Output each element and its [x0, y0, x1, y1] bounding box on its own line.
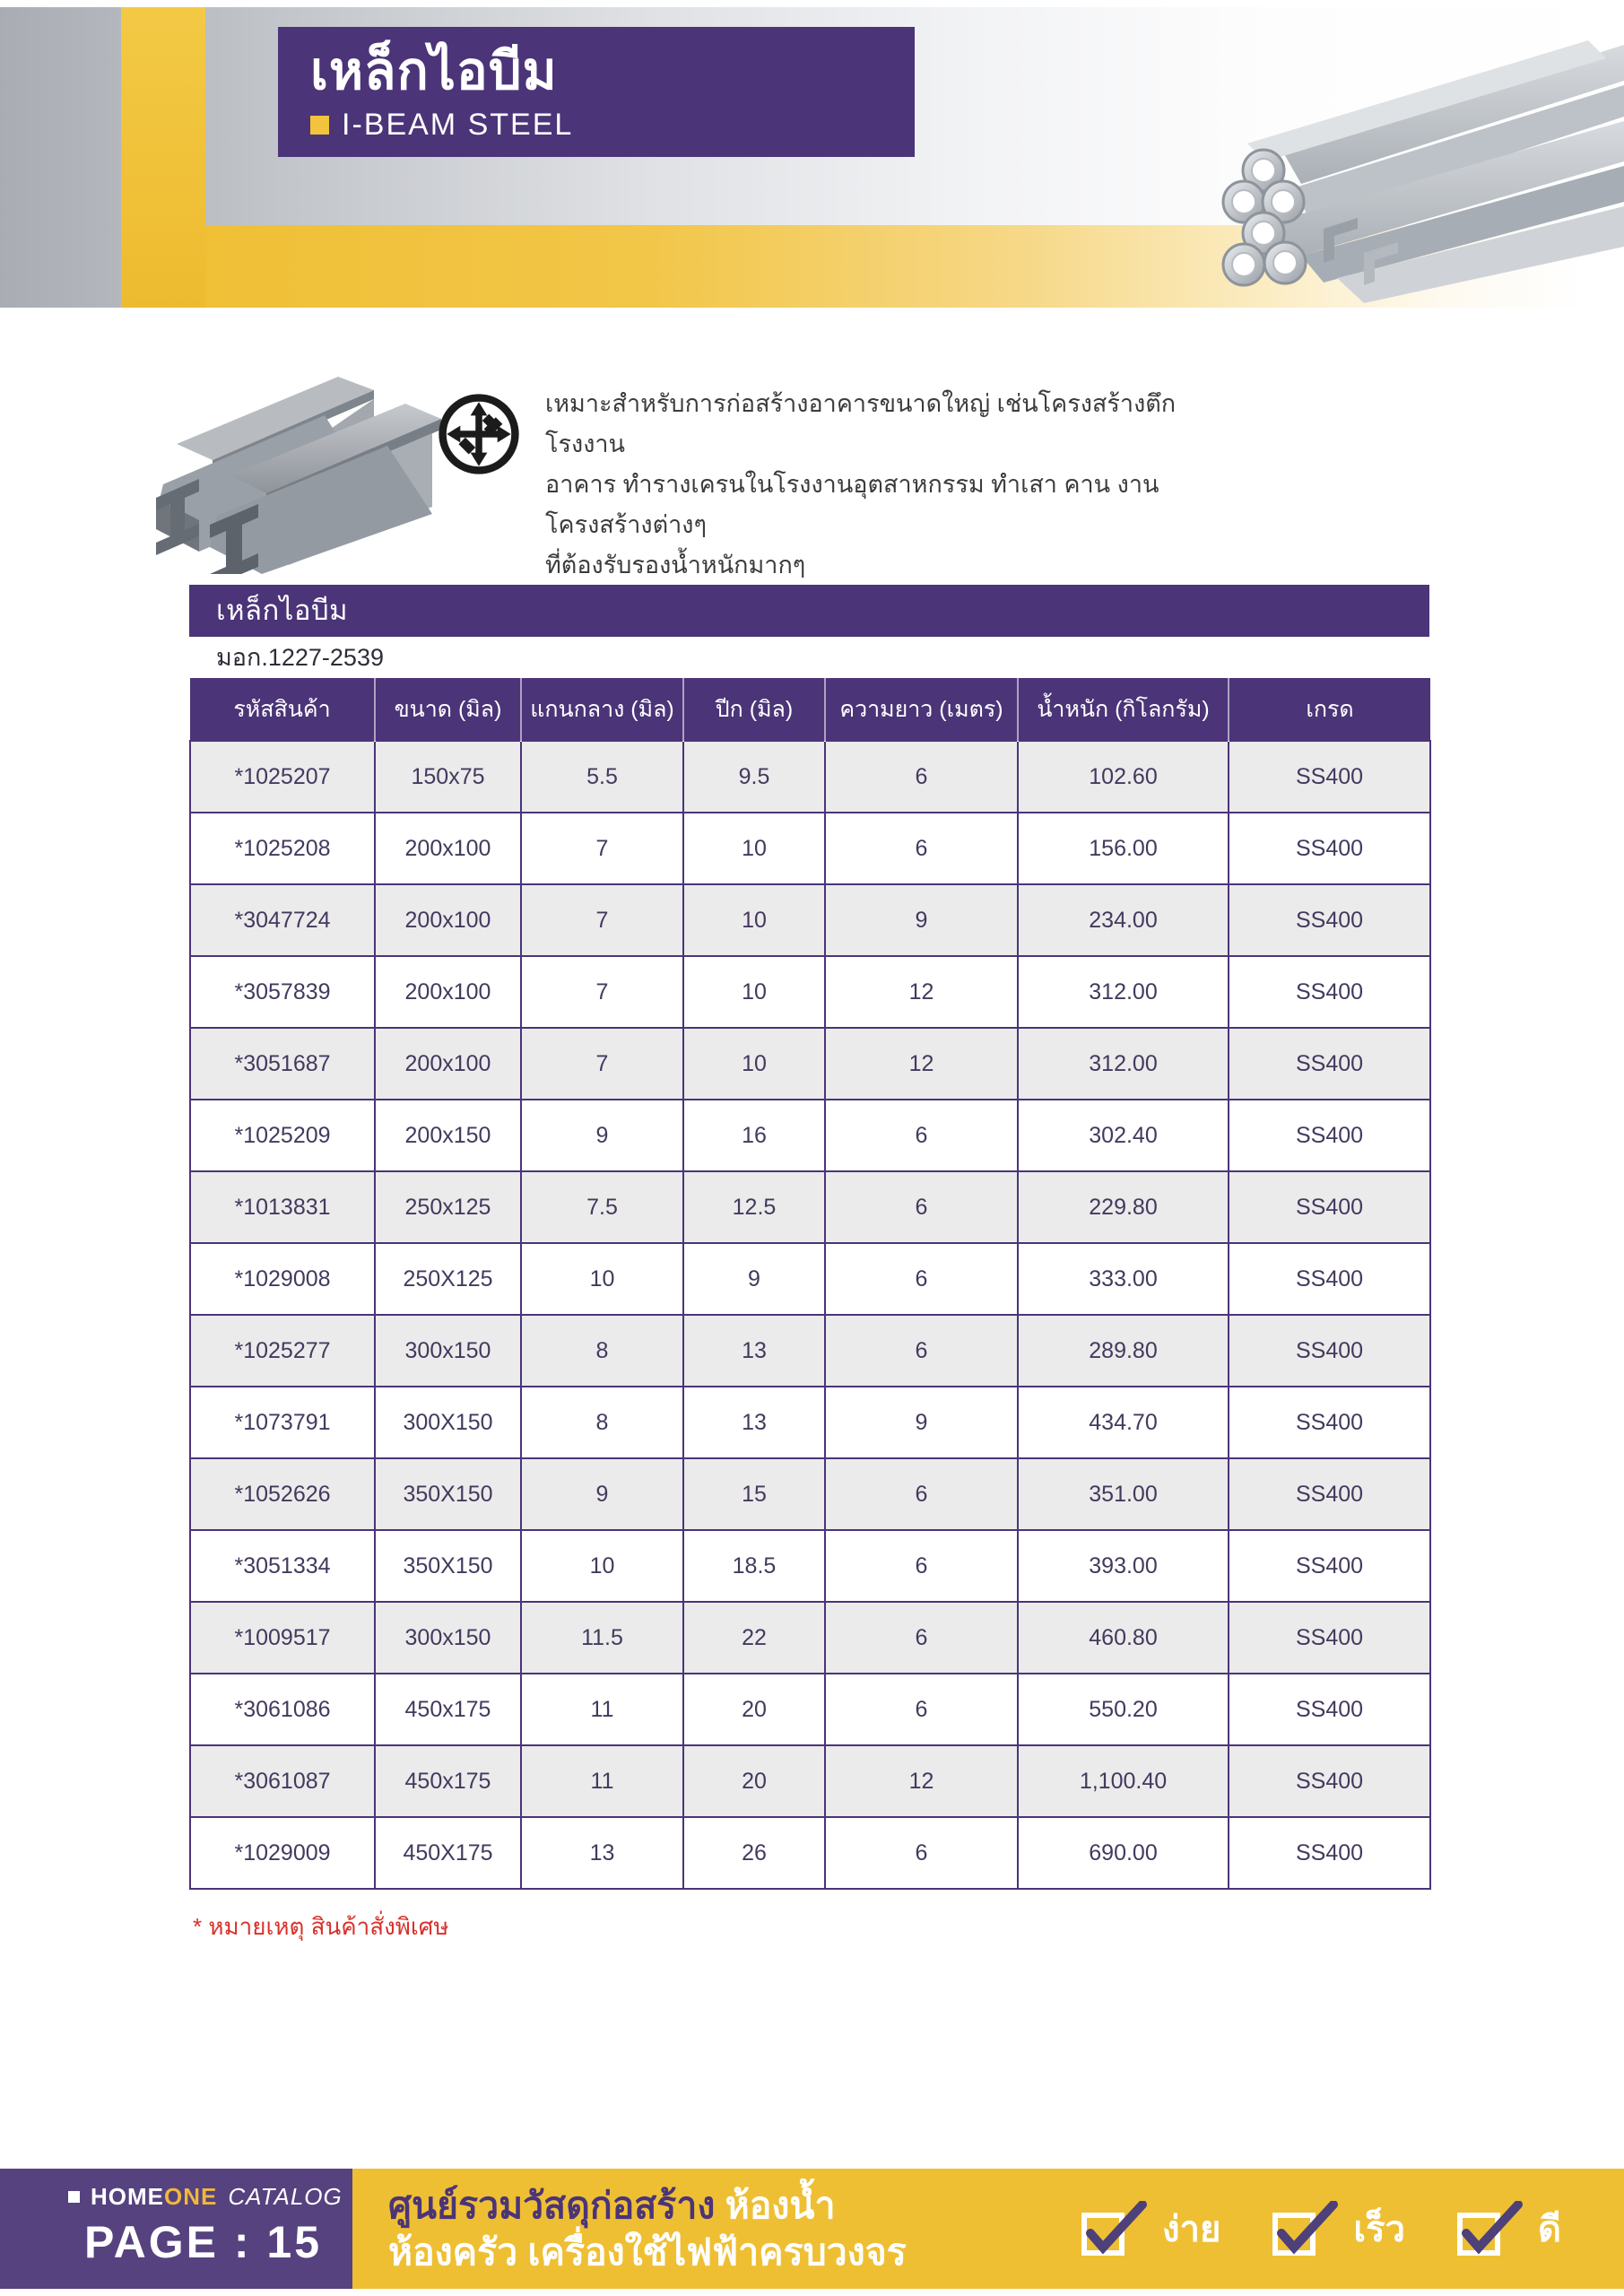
- table-cell: 13: [683, 1315, 825, 1387]
- tis-standard-icon: [437, 392, 521, 476]
- brand-one: ONE: [164, 2183, 218, 2210]
- table-cell: SS400: [1229, 884, 1430, 956]
- title-bullet-icon: [310, 116, 329, 135]
- table-cell: *1029008: [190, 1243, 375, 1315]
- brand-home: HOME: [91, 2183, 164, 2210]
- table-title: เหล็กไอบีม: [189, 585, 1429, 637]
- column-header: เกรด: [1229, 678, 1430, 741]
- table-cell: SS400: [1229, 1817, 1430, 1889]
- table-cell: SS400: [1229, 1458, 1430, 1530]
- brand-bullet-icon: [68, 2191, 80, 2203]
- header-left-accent-strip: [121, 7, 205, 308]
- badge-label: ง่าย: [1161, 2210, 1221, 2249]
- table-row: [190, 813, 1430, 884]
- page-number: PAGE : 15: [84, 2217, 323, 2267]
- table-cell: 11.5: [521, 1602, 683, 1674]
- table-cell: 6: [825, 741, 1018, 813]
- spec-table: [189, 678, 1431, 1890]
- table-cell: 12.5: [683, 1171, 825, 1243]
- table-cell: 12: [825, 956, 1018, 1028]
- table-cell: 229.80: [1018, 1171, 1229, 1243]
- table-cell: 10: [683, 1028, 825, 1100]
- table-cell: 9: [825, 1387, 1018, 1458]
- table-cell: *3057839: [190, 956, 375, 1028]
- badge-easy: [1081, 2200, 1220, 2257]
- table-cell: 156.00: [1018, 813, 1229, 884]
- brand-catalog: CATALOG: [228, 2183, 343, 2210]
- table-cell: 200x100: [375, 884, 521, 956]
- table-cell: 350X150: [375, 1530, 521, 1602]
- table-cell: 10: [683, 813, 825, 884]
- table-cell: 9: [683, 1243, 825, 1315]
- table-row: [190, 1028, 1430, 1100]
- table-cell: 13: [521, 1817, 683, 1889]
- page-title: เหล็กไอบีม: [310, 42, 558, 100]
- table-cell: 250X125: [375, 1243, 521, 1315]
- table-cell: 300X150: [375, 1387, 521, 1458]
- description-line: เหมาะสำหรับการก่อสร้างอาคารขนาดใหญ่ เช่นโครงสร้างตึก โรงงาน: [545, 390, 1177, 457]
- table-cell: 7: [521, 956, 683, 1028]
- table-cell: 450x175: [375, 1745, 521, 1817]
- table-cell: SS400: [1229, 1028, 1430, 1100]
- header-banner: [0, 7, 1624, 308]
- badge-label: ดี: [1538, 2210, 1561, 2249]
- brand-line: [68, 2183, 352, 2211]
- table-cell: *1025207: [190, 741, 375, 813]
- table-cell: 234.00: [1018, 884, 1229, 956]
- table-cell: 6: [825, 1100, 1018, 1171]
- table-cell: 150x75: [375, 741, 521, 813]
- table-cell: 9: [825, 884, 1018, 956]
- footnote: * หมายเหตุ สินค้าสั่งพิเศษ: [193, 1913, 449, 1940]
- table-cell: 11: [521, 1674, 683, 1745]
- table-row: [190, 1745, 1430, 1817]
- table-cell: 200x100: [375, 813, 521, 884]
- table-cell: *3061087: [190, 1745, 375, 1817]
- column-header: แกนกลาง (มิล): [521, 678, 683, 741]
- checkbox-check-icon: [1081, 2201, 1148, 2257]
- badge-label: เร็ว: [1353, 2210, 1406, 2249]
- table-row: [190, 884, 1430, 956]
- table-cell: SS400: [1229, 1530, 1430, 1602]
- table-cell: *1029009: [190, 1817, 375, 1889]
- footer-tagline: [388, 2182, 907, 2275]
- product-description: [545, 384, 1227, 586]
- table-cell: SS400: [1229, 813, 1430, 884]
- table-row: [190, 1387, 1430, 1458]
- table-header-row: [190, 678, 1430, 741]
- column-header: ขนาด (มิล): [375, 678, 521, 741]
- table-cell: SS400: [1229, 1674, 1430, 1745]
- table-cell: 6: [825, 1817, 1018, 1889]
- column-header: ความยาว (เมตร): [825, 678, 1018, 741]
- table-cell: 10: [521, 1530, 683, 1602]
- description-line: ที่ต้องรับรองน้ำหนักมากๆ: [545, 552, 806, 578]
- table-cell: 350X150: [375, 1458, 521, 1530]
- table-cell: *1052626: [190, 1458, 375, 1530]
- table-cell: SS400: [1229, 1387, 1430, 1458]
- table-cell: *1013831: [190, 1171, 375, 1243]
- table-cell: 102.60: [1018, 741, 1229, 813]
- table-cell: 7: [521, 1028, 683, 1100]
- page-subtitle: I-BEAM STEEL: [342, 108, 574, 142]
- column-header: รหัสสินค้า: [190, 678, 375, 741]
- table-standard-code: มอก.1227-2539: [189, 637, 1429, 678]
- table-cell: *1009517: [190, 1602, 375, 1674]
- table-row: [190, 1243, 1430, 1315]
- table-cell: 16: [683, 1100, 825, 1171]
- table-cell: SS400: [1229, 956, 1430, 1028]
- description-line: อาคาร ทำรางเครนในโรงงานอุตสาหกรรม ทำเสา คาน งานโครงสร้างต่างๆ: [545, 471, 1159, 538]
- table-row: [190, 1315, 1430, 1387]
- table-cell: SS400: [1229, 1100, 1430, 1171]
- table-cell: *1073791: [190, 1387, 375, 1458]
- table-row: [190, 1100, 1430, 1171]
- table-row: [190, 1674, 1430, 1745]
- table-cell: 6: [825, 1530, 1018, 1602]
- table-cell: 13: [683, 1387, 825, 1458]
- table-cell: SS400: [1229, 1243, 1430, 1315]
- table-cell: *1025209: [190, 1100, 375, 1171]
- table-cell: *3051687: [190, 1028, 375, 1100]
- table-cell: 12: [825, 1745, 1018, 1817]
- badge-good: [1457, 2200, 1561, 2257]
- table-row: [190, 1602, 1430, 1674]
- table-row: [190, 1171, 1430, 1243]
- table-row: [190, 741, 1430, 813]
- table-cell: 6: [825, 1243, 1018, 1315]
- tagline-line1-white: ห้องน้ำ: [715, 2185, 836, 2226]
- column-header: น้ำหนัก (กิโลกรัม): [1018, 678, 1229, 741]
- table-body: [190, 741, 1430, 1889]
- table-cell: 8: [521, 1315, 683, 1387]
- table-cell: 18.5: [683, 1530, 825, 1602]
- table-row: [190, 1458, 1430, 1530]
- table-cell: 9.5: [683, 741, 825, 813]
- table-cell: 1,100.40: [1018, 1745, 1229, 1817]
- table-cell: 333.00: [1018, 1243, 1229, 1315]
- table-cell: 15: [683, 1458, 825, 1530]
- table-cell: 550.20: [1018, 1674, 1229, 1745]
- table-cell: 7.5: [521, 1171, 683, 1243]
- table-cell: 450X175: [375, 1817, 521, 1889]
- table-cell: 200x100: [375, 956, 521, 1028]
- table-cell: *1025277: [190, 1315, 375, 1387]
- table-row: [190, 956, 1430, 1028]
- table-cell: 22: [683, 1602, 825, 1674]
- table-cell: 6: [825, 813, 1018, 884]
- table-cell: 200x150: [375, 1100, 521, 1171]
- table-cell: 200x100: [375, 1028, 521, 1100]
- table-cell: 460.80: [1018, 1602, 1229, 1674]
- table-cell: 26: [683, 1817, 825, 1889]
- footer-tagline-block: [352, 2169, 1624, 2289]
- table-cell: 434.70: [1018, 1387, 1229, 1458]
- table-cell: 6: [825, 1602, 1018, 1674]
- footer: [0, 2169, 1624, 2289]
- table-cell: SS400: [1229, 1602, 1430, 1674]
- table-cell: 300x150: [375, 1602, 521, 1674]
- table-cell: 6: [825, 1674, 1018, 1745]
- table-cell: 6: [825, 1458, 1018, 1530]
- table-cell: 450x175: [375, 1674, 521, 1745]
- tagline-line1-purple: ศูนย์รวมวัสดุก่อสร้าง: [388, 2185, 716, 2226]
- table-row: [190, 1817, 1430, 1889]
- table-cell: *3051334: [190, 1530, 375, 1602]
- table-row: [190, 1530, 1430, 1602]
- table-cell: 12: [825, 1028, 1018, 1100]
- table-cell: SS400: [1229, 741, 1430, 813]
- table-cell: 9: [521, 1100, 683, 1171]
- spec-table-section: [189, 585, 1429, 1890]
- table-cell: 5.5: [521, 741, 683, 813]
- table-cell: 289.80: [1018, 1315, 1229, 1387]
- page-title-box: [278, 27, 915, 157]
- table-cell: 6: [825, 1171, 1018, 1243]
- table-cell: 312.00: [1018, 956, 1229, 1028]
- table-cell: 312.00: [1018, 1028, 1229, 1100]
- table-cell: 10: [683, 956, 825, 1028]
- checkbox-check-icon: [1272, 2201, 1339, 2257]
- table-cell: 11: [521, 1745, 683, 1817]
- steel-profiles-image: [1158, 18, 1624, 314]
- table-cell: 10: [683, 884, 825, 956]
- table-cell: *3061086: [190, 1674, 375, 1745]
- table-cell: 690.00: [1018, 1817, 1229, 1889]
- table-cell: 20: [683, 1674, 825, 1745]
- table-cell: SS400: [1229, 1315, 1430, 1387]
- table-cell: 9: [521, 1458, 683, 1530]
- footer-brand-block: [0, 2169, 352, 2289]
- table-cell: 250x125: [375, 1171, 521, 1243]
- footer-badges: [1081, 2200, 1561, 2257]
- table-cell: 7: [521, 813, 683, 884]
- table-cell: 393.00: [1018, 1530, 1229, 1602]
- table-cell: 10: [521, 1243, 683, 1315]
- table-cell: 7: [521, 884, 683, 956]
- checkbox-check-icon: [1457, 2201, 1524, 2257]
- table-cell: 302.40: [1018, 1100, 1229, 1171]
- badge-fast: [1272, 2200, 1405, 2257]
- tagline-line2: ห้องครัว เครื่องใช้ไฟฟ้าครบวงจร: [388, 2231, 907, 2273]
- table-cell: *1025208: [190, 813, 375, 884]
- column-header: ปีก (มิล): [683, 678, 825, 741]
- table-cell: *3047724: [190, 884, 375, 956]
- table-cell: 8: [521, 1387, 683, 1458]
- table-cell: 20: [683, 1745, 825, 1817]
- table-cell: SS400: [1229, 1745, 1430, 1817]
- table-cell: 6: [825, 1315, 1018, 1387]
- ibeam-product-image: [145, 363, 441, 574]
- table-cell: 300x150: [375, 1315, 521, 1387]
- table-cell: SS400: [1229, 1171, 1430, 1243]
- table-cell: 351.00: [1018, 1458, 1229, 1530]
